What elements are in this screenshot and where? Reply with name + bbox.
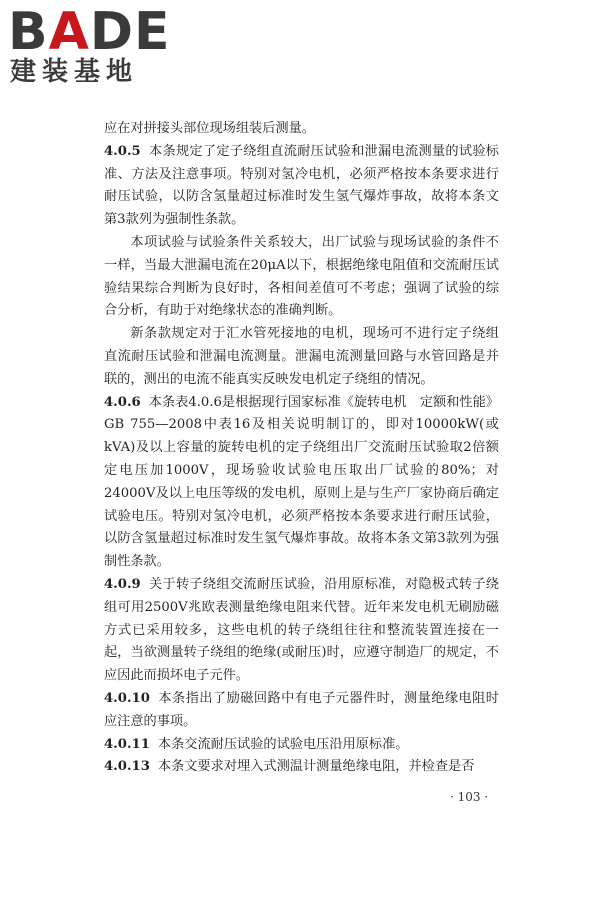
logo bbox=[8, 4, 178, 94]
paragraph: 4.0.5 本条规定了定子绕组直流耐压试验和泄漏电流测量的试验标准、方法及注意事项。特别对氢冷电机，必须严格按本条要求进行耐压试验，以防含氢量超过标准时发生氢气爆炸事故，故将本条文第3款列为强制性条款。 bbox=[104, 143, 499, 228]
clause-number: 4.0.5 bbox=[104, 143, 141, 159]
clause-number: 4.0.10 bbox=[104, 690, 150, 706]
paragraph: 本项试验与试验条件关系较大，出厂试验与现场试验的条件不一样，当最大泄漏电流在20μA以下，根据绝缘电阻值和交流耐压试验结果综合判断为良好时，各相间差值可不考虑；强调了试验的综合分析，有助于对绝缘状态的准确判断。 bbox=[104, 234, 499, 319]
body-text bbox=[104, 118, 499, 779]
clause-number: 4.0.11 bbox=[104, 736, 150, 752]
paragraph: 4.0.13 本条文要求对埋入式测温计测量绝缘电阻，并检查是否 bbox=[104, 759, 475, 775]
logo-subtitle: 建装基地 bbox=[10, 57, 139, 87]
paragraph: 应在对拼接头部位现场组装后测量。 bbox=[104, 121, 315, 136]
paragraph: 4.0.11 本条交流耐压试验的试验电压沿用原标准。 bbox=[104, 736, 409, 752]
clause-number: 4.0.13 bbox=[104, 759, 150, 775]
paragraph: 新条款规定对于汇水管死接地的电机，现场可不进行定子绕组直流耐压试验和泄漏电流测量。泄漏电流测量回路与水管回路是并联的，测出的电流不能真实反映发电机定子绕组的情况。 bbox=[104, 326, 499, 387]
paragraph: 4.0.6 本条表4.0.6是根据现行国家标准《旋转电机 定额和性能》GB 755—2008中表16及相关说明制订的，即对10000kW(或kVA)及以上容量的旋转电机的定子绕组出厂交流耐压试验取2倍额定电压加1000V，现场验收试验电压取出厂试验的80%；对24000V及以上电压等级的发电机，原则上是与生产厂家协商后确定试验电压。特别对氢冷电机，必须严格按本条要求进行耐压试验，以防含氢量超过标准时发生氢气爆炸事故。故将本条文第3款列为强制性条款。 bbox=[104, 394, 499, 570]
clause-number: 4.0.6 bbox=[104, 394, 141, 410]
logo-wordmark: BADE bbox=[8, 2, 171, 62]
paragraph: 4.0.10 本条指出了励磁回路中有电子元器件时，测量绝缘电阻时应注意的事项。 bbox=[104, 690, 499, 729]
paragraph: 4.0.9 关于转子绕组交流耐压试验，沿用原标准，对隐极式转子绕组可用2500V兆欧表测量绝缘电阻来代替。近年来发电机无刷励磁方式已采用较多，这些电机的转子绕组往往和整流装置连接在一起，当欲测量转子绕组的绝缘(或耐压)时，应遵守制造厂的规定，不应因此而损坏电子元件。 bbox=[104, 576, 499, 684]
page-number: · 103 · bbox=[450, 790, 489, 804]
clause-number: 4.0.9 bbox=[104, 576, 141, 592]
